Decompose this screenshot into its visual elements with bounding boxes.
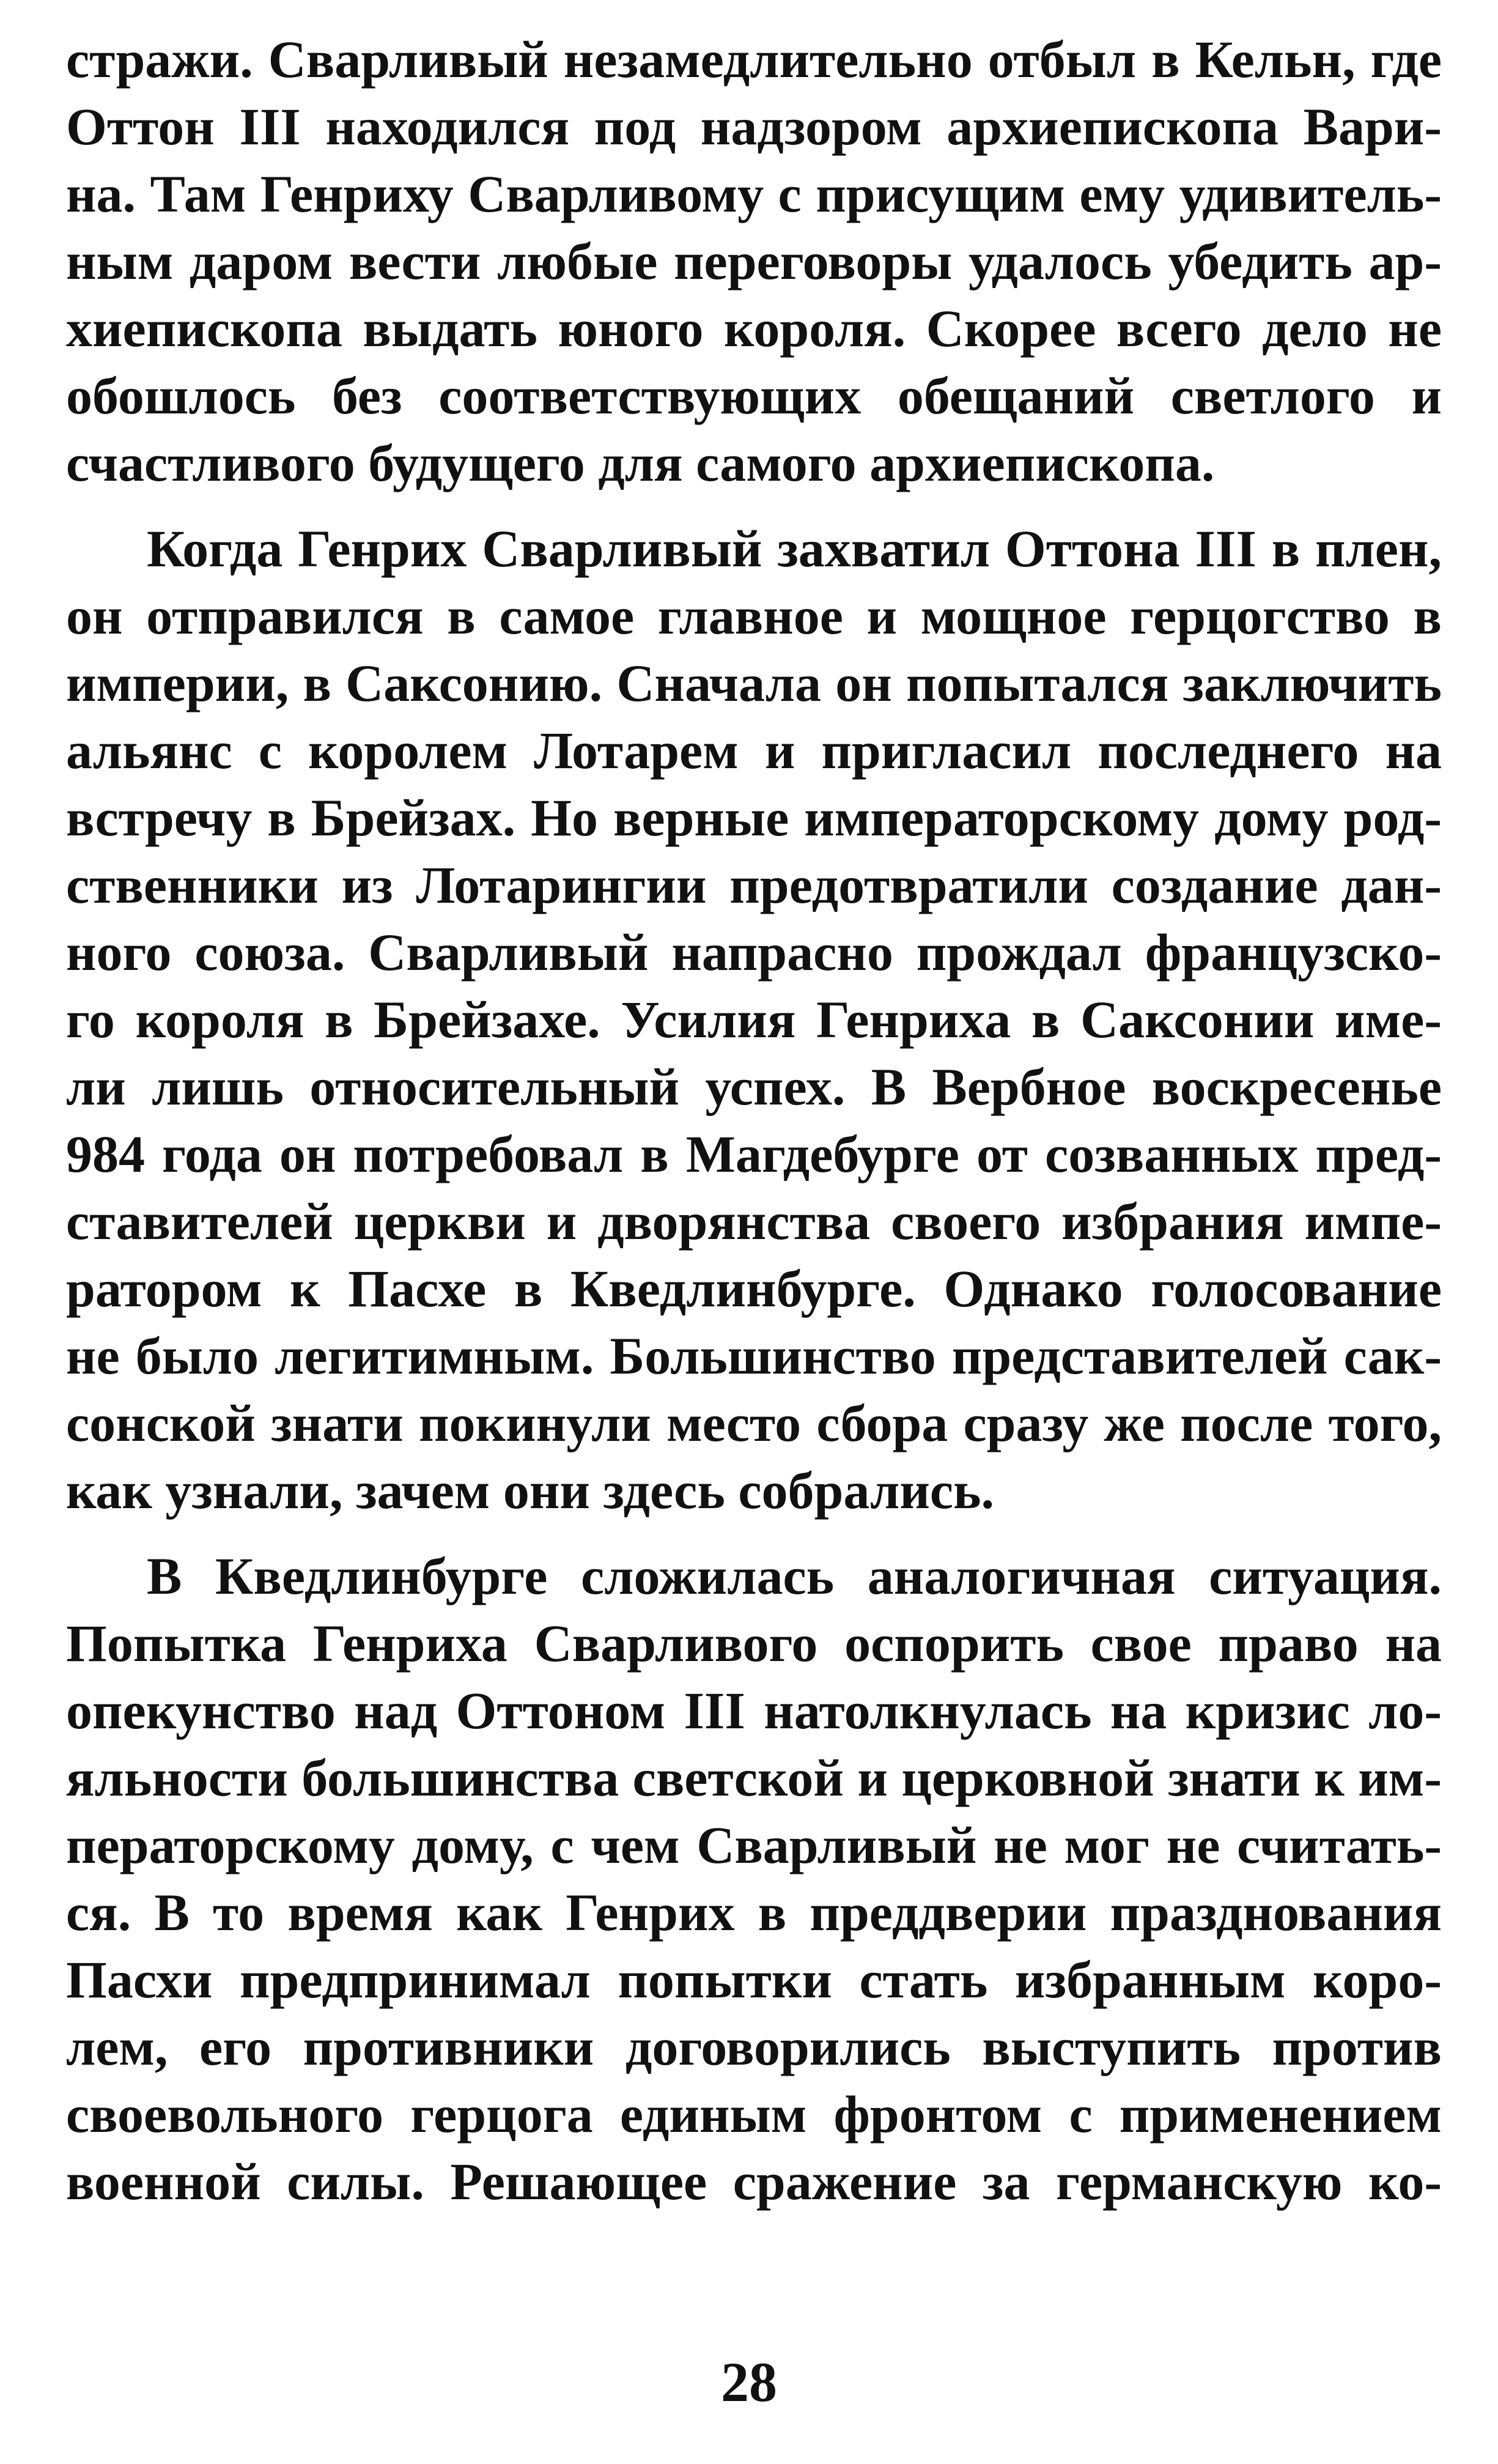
text-line: сонской знати покинули место сбора сразу же после того,: [66, 1394, 1442, 1452]
text-line: опекунство над Оттоном III натолкнулась на кризис ло-: [66, 1681, 1442, 1740]
text-line: не было легитимным. Большинство представителей сак-: [66, 1326, 1442, 1385]
text-line: своевольного герцога единым фронтом с применением: [66, 2085, 1442, 2144]
text-line: яльности большинства светской и церковной знати к им-: [66, 1748, 1442, 1807]
page-number: 28: [721, 2351, 777, 2413]
text-line: ного союза. Сварливый напрасно прождал французско-: [66, 923, 1442, 982]
text-line: ставителей церкви и дворянства своего избрания импе-: [66, 1192, 1442, 1251]
text-line: империи, в Саксонию. Сначала он попытался заключить: [66, 654, 1442, 712]
text-line: Оттон III находился под надзором архиепископа Вари-: [66, 97, 1442, 156]
text-line: ратором к Пасхе в Кведлинбурге. Однако голосование: [66, 1259, 1442, 1318]
text-line: он отправился в самое главное и мощное герцогство в: [66, 586, 1442, 645]
text-line: ператорскому дому, с чем Сварливый не мог не считать-: [66, 1816, 1442, 1874]
text-line: хиепископа выдать юного короля. Скорее всего дело не: [66, 299, 1442, 358]
text-line: на. Там Генриху Сварливому с присущим ему удивитель-: [66, 165, 1442, 223]
text-line: ся. В то время как Генрих в преддверии празднования: [66, 1883, 1442, 1942]
text-line: счастливого будущего для самого архиепископа.: [66, 434, 1215, 492]
text-line: военной силы. Решающее сражение за германскую ко-: [66, 2152, 1442, 2211]
text-line: 984 года он потребовал в Магдебурге от созванных пред-: [66, 1125, 1442, 1183]
text-line: лем, его противники договорились выступить против: [66, 2018, 1442, 2076]
text-line: го короля в Брейзахе. Усилия Генриха в Саксонии име-: [66, 990, 1442, 1049]
text-line: ным даром вести любые переговоры удалось убедить ар-: [66, 232, 1442, 290]
text-line: В Кведлинбурге сложилась аналогичная ситуация.: [147, 1547, 1442, 1605]
text-line: как узнали, зачем они здесь собрались.: [66, 1461, 995, 1520]
text-line: Когда Генрих Сварливый захватил Оттона III в плен,: [147, 519, 1442, 578]
text-line: стражи. Сварливый незамедлительно отбыл в Кельн, где: [66, 30, 1442, 89]
text-line: Попытка Генриха Сварливого оспорить свое право на: [66, 1614, 1442, 1673]
text-line: альянс с королем Лотарем и пригласил последнего на: [66, 721, 1442, 780]
text-line: ственники из Лотарингии предотвратили создание дан-: [66, 856, 1442, 914]
text-line: ли лишь относительный успех. В Вербное воскресенье: [66, 1057, 1442, 1116]
text-line: Пасхи предпринимал попытки стать избранным коро-: [66, 1950, 1442, 2009]
text-line: обошлось без соответствующих обещаний светлого и: [66, 366, 1442, 425]
text-line: встречу в Брейзах. Но верные императорскому дому род-: [66, 788, 1442, 847]
